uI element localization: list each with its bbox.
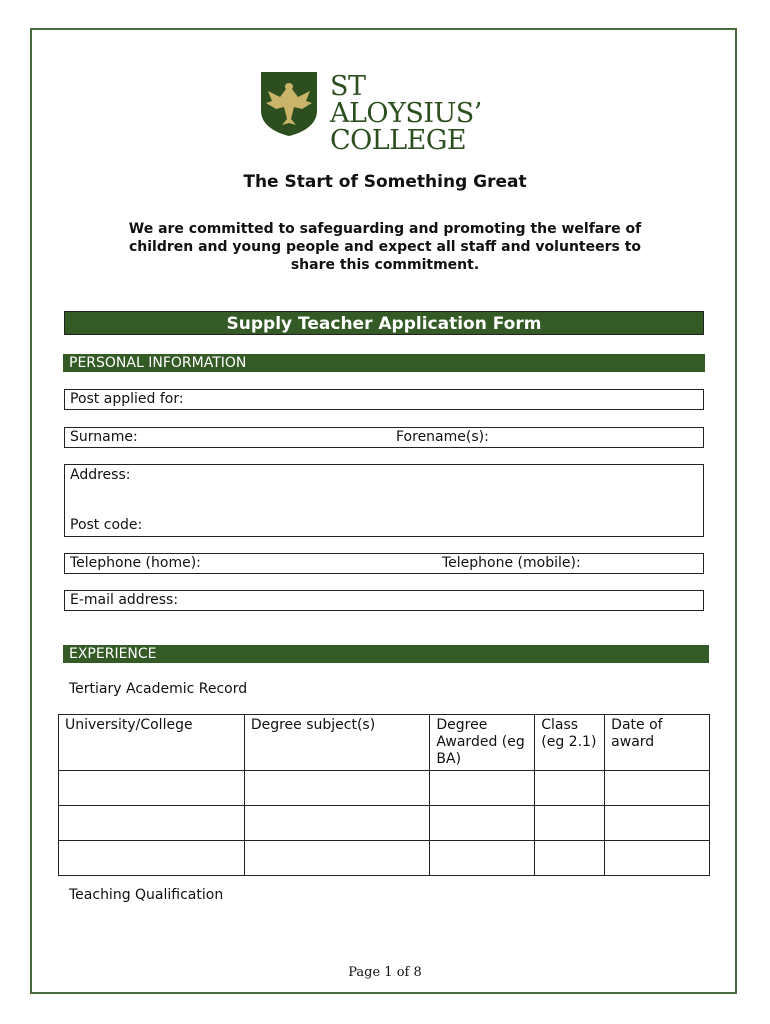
table-cell[interactable] (59, 841, 245, 876)
col-degree-subject: Degree subject(s) (244, 715, 430, 771)
address-field[interactable] (64, 464, 704, 537)
telephone-field[interactable] (64, 553, 704, 574)
tertiary-record-label: Tertiary Academic Record (69, 681, 248, 697)
table-row (59, 841, 710, 876)
table-cell[interactable] (59, 806, 245, 841)
tel-mobile-label: Telephone (mobile): (442, 555, 581, 571)
college-logo (260, 71, 520, 156)
surname-label: Surname: (70, 429, 138, 445)
college-name-line1: ST ALOYSIUS’ (330, 71, 482, 129)
table-cell[interactable] (244, 806, 430, 841)
tel-home-label: Telephone (home): (70, 555, 201, 571)
table-cell[interactable] (605, 771, 710, 806)
name-field[interactable] (64, 427, 704, 448)
tagline: The Start of Something Great (243, 172, 527, 192)
email-label: E-mail address: (70, 592, 179, 608)
table-cell[interactable] (59, 771, 245, 806)
postcode-label: Post code: (70, 517, 143, 533)
table-cell[interactable] (244, 841, 430, 876)
teaching-qualification-label: Teaching Qualification (69, 887, 224, 903)
email-field[interactable] (64, 590, 704, 611)
form-title: Supply Teacher Application Form (64, 311, 704, 335)
post-applied-label: Post applied for: (70, 391, 184, 407)
section-personal-information: PERSONAL INFORMATION (63, 354, 705, 372)
table-cell[interactable] (430, 806, 535, 841)
col-date-of-award: Date of award (605, 715, 710, 771)
table-cell[interactable] (244, 771, 430, 806)
table-cell[interactable] (535, 841, 605, 876)
table-cell[interactable] (535, 806, 605, 841)
crest-icon (260, 71, 318, 137)
post-applied-field[interactable] (64, 389, 704, 410)
forenames-label: Forename(s): (396, 429, 489, 445)
safeguarding-statement: We are committed to safeguarding and promoting the welfare of children and young people and expect all staff and volunteers to share this commitment. (128, 221, 642, 273)
table-header-row (59, 715, 710, 771)
col-university: University/College (59, 715, 245, 771)
address-label: Address: (70, 467, 131, 483)
table-cell[interactable] (605, 806, 710, 841)
col-degree-awarded: Degree Awarded (eg BA) (430, 715, 535, 771)
table-row (59, 806, 710, 841)
college-name-line2: COLLEGE (330, 125, 467, 156)
table-cell[interactable] (430, 841, 535, 876)
section-experience: EXPERIENCE (63, 645, 709, 663)
col-class: Class (eg 2.1) (535, 715, 605, 771)
page-number: Page 1 of 8 (348, 965, 422, 980)
table-cell[interactable] (535, 771, 605, 806)
table-cell[interactable] (605, 841, 710, 876)
table-row (59, 771, 710, 806)
academic-record-table (58, 714, 710, 876)
table-cell[interactable] (430, 771, 535, 806)
